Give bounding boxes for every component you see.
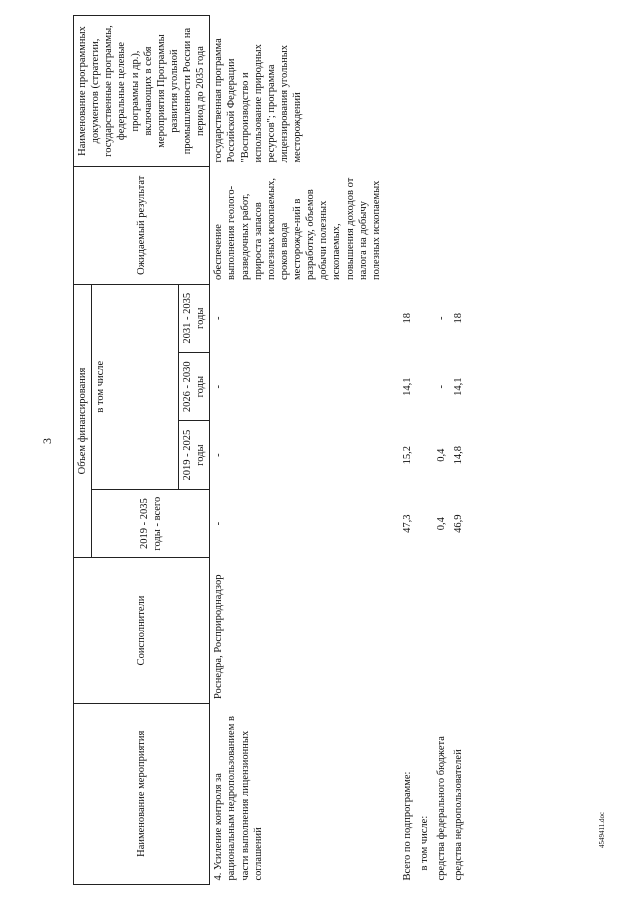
row-period-3: 18 — [453, 313, 465, 324]
footer-filename: 4549411.doc — [598, 811, 606, 848]
row-period-1: 14,8 — [453, 445, 465, 465]
row-name: средства недропользователей — [453, 749, 465, 881]
row-coexecutors: Роснедра, Росприроднадзор — [213, 574, 225, 700]
header-period-3: 2031 - 2035 годы — [179, 284, 210, 352]
table-row — [399, 16, 416, 885]
row-period-3: - — [213, 316, 225, 320]
table-row — [416, 16, 433, 885]
header-result: Ожидаемый результат — [74, 167, 210, 285]
row-period-2: 14,1 — [453, 377, 465, 396]
row-docs: государственная программа Российской Федерации "Воспроизводство и использование природных ресурсов"; программа лицензирования угольных месторождений — [213, 38, 303, 163]
row-name: 4. Усиление контроля за рациональным недропользованием в части выполнения лицензионных соглашений — [213, 716, 264, 881]
table-row — [433, 16, 450, 885]
row-total: - — [213, 521, 225, 526]
header-period-2: 2026 - 2030 годы — [179, 352, 210, 420]
row-total: 47,3 — [401, 514, 413, 533]
row-period-3: - — [436, 316, 448, 320]
header-total: 2019 - 2035 годы - всего — [92, 489, 210, 558]
row-name: Всего по подпрограмме: — [401, 771, 413, 881]
row-name: средства федерального бюджета — [436, 736, 448, 881]
row-result: обеспечение выполнения геолого-разведочных работ, прироста запасов полезных ископаемых, сроков ввода месторожде-ний в разработку, объемов добычи полезных ископаемых, повышения доходов от налога на добычу полезных ископаемых — [213, 177, 382, 281]
header-docs: Наименование программных документов (стратегии, государственные программы, федеральные целевые программы и др.), включающих в себя мероприятия Программы развития угольной промышленности России на период до 2035 года — [74, 16, 210, 167]
row-period-1: 15,2 — [401, 445, 413, 465]
table-row — [450, 16, 467, 885]
row-total: 46,9 — [453, 514, 465, 533]
header-funding: Объем финансирования — [74, 284, 92, 558]
row-period-2: - — [436, 384, 448, 389]
row-period-1: - — [213, 453, 225, 457]
row-period-2: - — [213, 384, 225, 389]
header-name: Наименование мероприятия — [74, 703, 210, 884]
rotated-table-wrapper — [73, 15, 633, 885]
row-period-2: 14,1 — [401, 377, 413, 396]
row-period-3: 18 — [401, 313, 413, 324]
header-coexecutors: Соисполнители — [74, 558, 210, 703]
row-name: в том числе: — [419, 815, 430, 871]
page-number: 3 — [40, 438, 54, 444]
header-period-1: 2019 - 2025 годы — [179, 421, 210, 489]
table-row — [210, 16, 385, 885]
row-period-1: 0,4 — [436, 448, 448, 462]
row-total: 0,4 — [436, 517, 448, 531]
header-including: в том числе — [92, 284, 179, 489]
funding-table — [73, 15, 467, 885]
